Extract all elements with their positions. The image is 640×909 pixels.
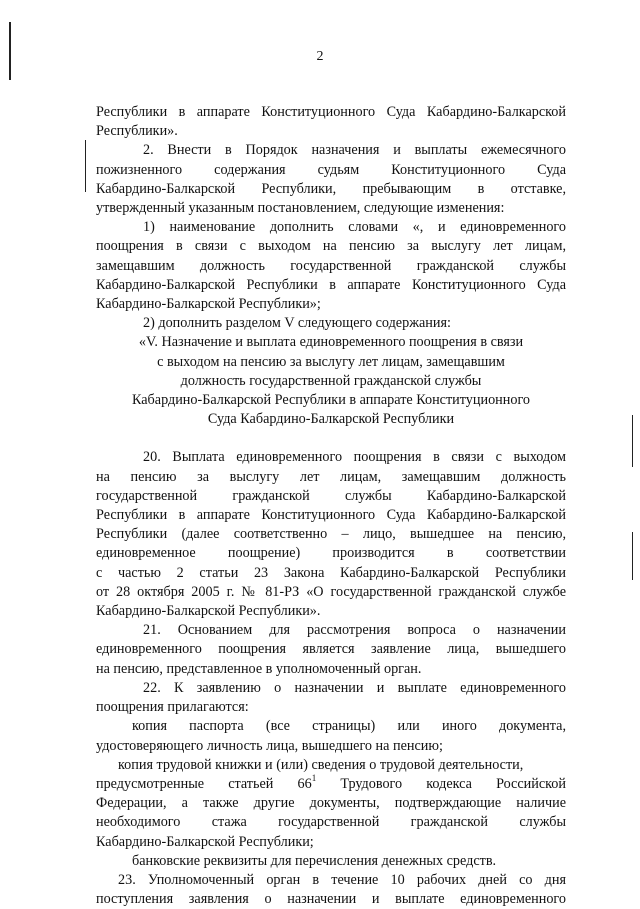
text-line: копия паспорта (все страницы) или иного документа, [132, 718, 566, 735]
text-line: замещавшим должность государственной гражданской службы [96, 257, 566, 274]
text-line: Кабардино-Балкарской Республики». [96, 603, 321, 620]
text-line: от 28 октября 2005 г. № 81-РЗ «О государственной гражданской службе [96, 583, 566, 600]
section-heading: Кабардино-Балкарской Республики в аппарате Конституционного [131, 392, 531, 409]
scan-margin-mark [632, 532, 633, 580]
text-fragment: Трудового кодекса Российской [316, 775, 566, 792]
text-line: единовременного поощрения является заявление лица, вышедшего [96, 641, 566, 658]
text-line: единовременное поощрение) производится в соответствии [96, 545, 566, 562]
text-line: 22. К заявлению о назначении и выплате единовременного [143, 679, 566, 696]
text-line: государственной гражданской службы Кабардино-Балкарской [96, 487, 566, 504]
text-line: банковские реквизиты для перечисления денежных средств. [132, 852, 497, 869]
text-line: Кабардино-Балкарской Республики; [96, 833, 314, 850]
scan-margin-mark [85, 140, 86, 192]
text-line: поступления заявления о назначении и выплате единовременного [96, 891, 566, 908]
section-heading: «V. Назначение и выплата единовременного поощрения в связи [138, 334, 524, 351]
text-line: Федерации, а также другие документы, подтверждающие наличие [96, 795, 566, 812]
text-line: Республики в аппарате Конституционного Суда Кабардино-Балкарской [96, 507, 566, 524]
text-line: на пенсию, представленное в уполномоченный орган. [96, 660, 422, 677]
text-line: Кабардино-Балкарской Республики, пребывающим в отставке, [96, 180, 566, 197]
text-line: с частью 2 статьи 23 Закона Кабардино-Балкарской Республики [96, 564, 566, 581]
scan-margin-mark [9, 22, 11, 80]
section-heading: должность государственной гражданской службы [180, 372, 482, 389]
section-heading: Суда Кабардино-Балкарской Республики [207, 411, 455, 428]
text-line: копия трудовой книжки и (или) сведения о трудовой деятельности, [118, 756, 524, 773]
document-body [96, 103, 566, 909]
text-fragment: предусмотренные статьей 66 [96, 775, 312, 792]
text-line: необходимого стажа государственной гражданской службы [96, 814, 566, 831]
section-heading: с выходом на пенсию за выслугу лет лицам, замещавшим [157, 353, 505, 370]
text-line [96, 775, 566, 794]
text-line: 1) наименование дополнить словами «, и единовременного [143, 219, 566, 236]
text-line: Республики в аппарате Конституционного Суда Кабардино-Балкарской [96, 104, 566, 120]
text-line: 21. Основанием для рассмотрения вопроса о назначении [143, 622, 566, 639]
text-line: 20. Выплата единовременного поощрения в связи с выходом [143, 449, 566, 466]
text-line: утвержденный указанным постановлением, следующие изменения: [96, 200, 505, 217]
scan-margin-mark [632, 415, 633, 467]
text-line: Кабардино-Балкарской Республики в аппарате Конституционного Суда [96, 276, 566, 293]
page-number: 2 [316, 49, 324, 64]
text-line: Республики (далее соответственно – лицо, вышедшее на пенсию, [96, 526, 566, 543]
superscript: 1 [311, 773, 317, 784]
text-line: 2. Внести в Порядок назначения и выплаты ежемесячного [143, 142, 566, 159]
text-line: удостоверяющего личность лица, вышедшего на пенсию; [96, 737, 443, 754]
text-line: на пенсию за выслугу лет лицам, замещавшим должность [96, 468, 566, 485]
text-line: пожизненного содержания судьям Конституционного Суда [96, 161, 566, 178]
text-line: 23. Уполномоченный орган в течение 10 рабочих дней со дня [118, 871, 566, 888]
text-line: поощрения прилагаются: [96, 699, 249, 716]
text-line: Республики». [96, 123, 178, 140]
text-line: поощрения в связи с выходом на пенсию за выслугу лет лицам, [96, 238, 566, 255]
text-line: Кабардино-Балкарской Республики»; [96, 296, 321, 313]
text-line: 2) дополнить разделом V следующего содержания: [143, 315, 451, 332]
